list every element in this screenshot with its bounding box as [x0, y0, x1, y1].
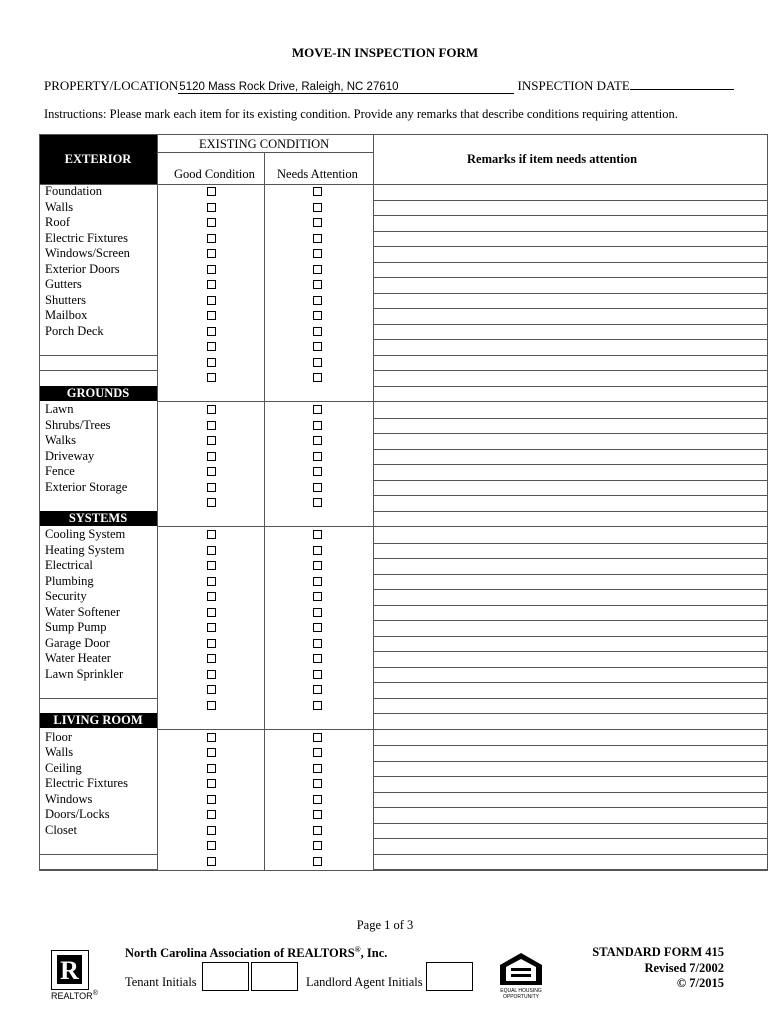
inspection-table [39, 134, 768, 871]
property-field[interactable]: 5120 Mass Rock Drive, Raleigh, NC 27610 [178, 81, 514, 94]
item-label: Mailbox [45, 308, 88, 322]
landlord-initials-box[interactable] [426, 962, 473, 991]
row-divider [157, 152, 373, 153]
form-number-block [592, 945, 724, 992]
section-header-exterior: EXTERIOR [39, 134, 157, 184]
landlord-initials-label: Landlord Agent Initials [306, 975, 423, 989]
copyright: © 7/2015 [676, 976, 724, 990]
page-number: Page 1 of 3 [356, 918, 414, 932]
item-label: Sump Pump [45, 620, 107, 634]
item-label: Electric Fixtures [45, 230, 128, 245]
item-label: Foundation [45, 184, 102, 198]
item-label: Water Softener [45, 604, 120, 619]
svg-text:R: R [60, 956, 79, 985]
remarks-header: Remarks if item needs attention [467, 152, 638, 166]
item-label: Cooling System [45, 527, 126, 541]
item-label: Doors/Locks [45, 807, 110, 821]
column-divider [264, 152, 265, 871]
row-divider [39, 184, 768, 185]
item-label: Driveway [45, 448, 95, 463]
section-header-systems: SYSTEMS [39, 511, 157, 526]
instructions-text: Instructions: Please mark each item for its existing condition. Provide any remarks that describe conditions requiring attention. [44, 107, 678, 121]
item-label: Walls [45, 745, 74, 759]
section-header-grounds: GROUNDS [39, 386, 157, 401]
item-label: Exterior Storage [45, 479, 128, 494]
item-label: Electrical [45, 558, 93, 572]
tenant-initials-box-2[interactable] [251, 962, 298, 991]
item-label: Shrubs/Trees [45, 417, 111, 432]
form-title: MOVE-IN INSPECTION FORM [291, 45, 479, 60]
property-label: PROPERTY/LOCATION [44, 78, 179, 93]
tenant-initials-label: Tenant Initials [125, 975, 197, 989]
table-border [39, 134, 768, 871]
item-label: Porch Deck [45, 323, 104, 338]
needs-attention-header: Needs Attention [277, 167, 358, 181]
section-header-living-room: LIVING ROOM [39, 713, 157, 728]
item-label: Shutters [45, 292, 86, 307]
item-label: Security [45, 589, 87, 603]
item-label: Lawn [45, 402, 74, 416]
item-label: Windows/Screen [45, 246, 130, 260]
inspection-date-label: INSPECTION DATE [517, 78, 630, 93]
item-label: Walls [45, 199, 74, 214]
item-label: Roof [45, 215, 70, 229]
form-number: STANDARD FORM 415 [592, 945, 724, 959]
property-line [44, 77, 734, 94]
realtor-logo-text: REALTOR® [51, 990, 98, 1001]
item-label: Walks [45, 433, 76, 447]
association-name: North Carolina Association of REALTORS®, Inc. [125, 945, 388, 961]
item-label: Heating System [45, 542, 125, 557]
realtor-logo-icon [51, 950, 89, 990]
item-label: Electric Fixtures [45, 776, 128, 790]
item-label: Closet [45, 822, 77, 837]
item-label: Gutters [45, 277, 82, 291]
column-divider [157, 134, 158, 871]
svg-text:OPPORTUNITY: OPPORTUNITY [502, 994, 540, 1000]
item-label: Fence [45, 464, 75, 478]
revised-date: Revised 7/2002 [644, 960, 724, 975]
item-label: Garage Door [45, 635, 110, 650]
item-label: Windows [45, 791, 93, 806]
item-label: Plumbing [45, 573, 94, 588]
item-label: Exterior Doors [45, 261, 120, 276]
item-label: Floor [45, 729, 73, 744]
item-label: Lawn Sprinkler [45, 666, 124, 681]
equal-housing-icon [496, 951, 546, 1001]
svg-text:EQUAL HOUSING: EQUAL HOUSING [500, 988, 542, 994]
item-label: Water Heater [45, 651, 111, 665]
column-divider [373, 134, 374, 871]
tenant-initials-box-1[interactable] [202, 962, 249, 991]
item-label: Ceiling [45, 760, 82, 775]
good-condition-header: Good Condition [174, 167, 255, 181]
existing-condition-header: EXISTING CONDITION [199, 137, 330, 151]
inspection-date-field[interactable] [630, 77, 734, 90]
